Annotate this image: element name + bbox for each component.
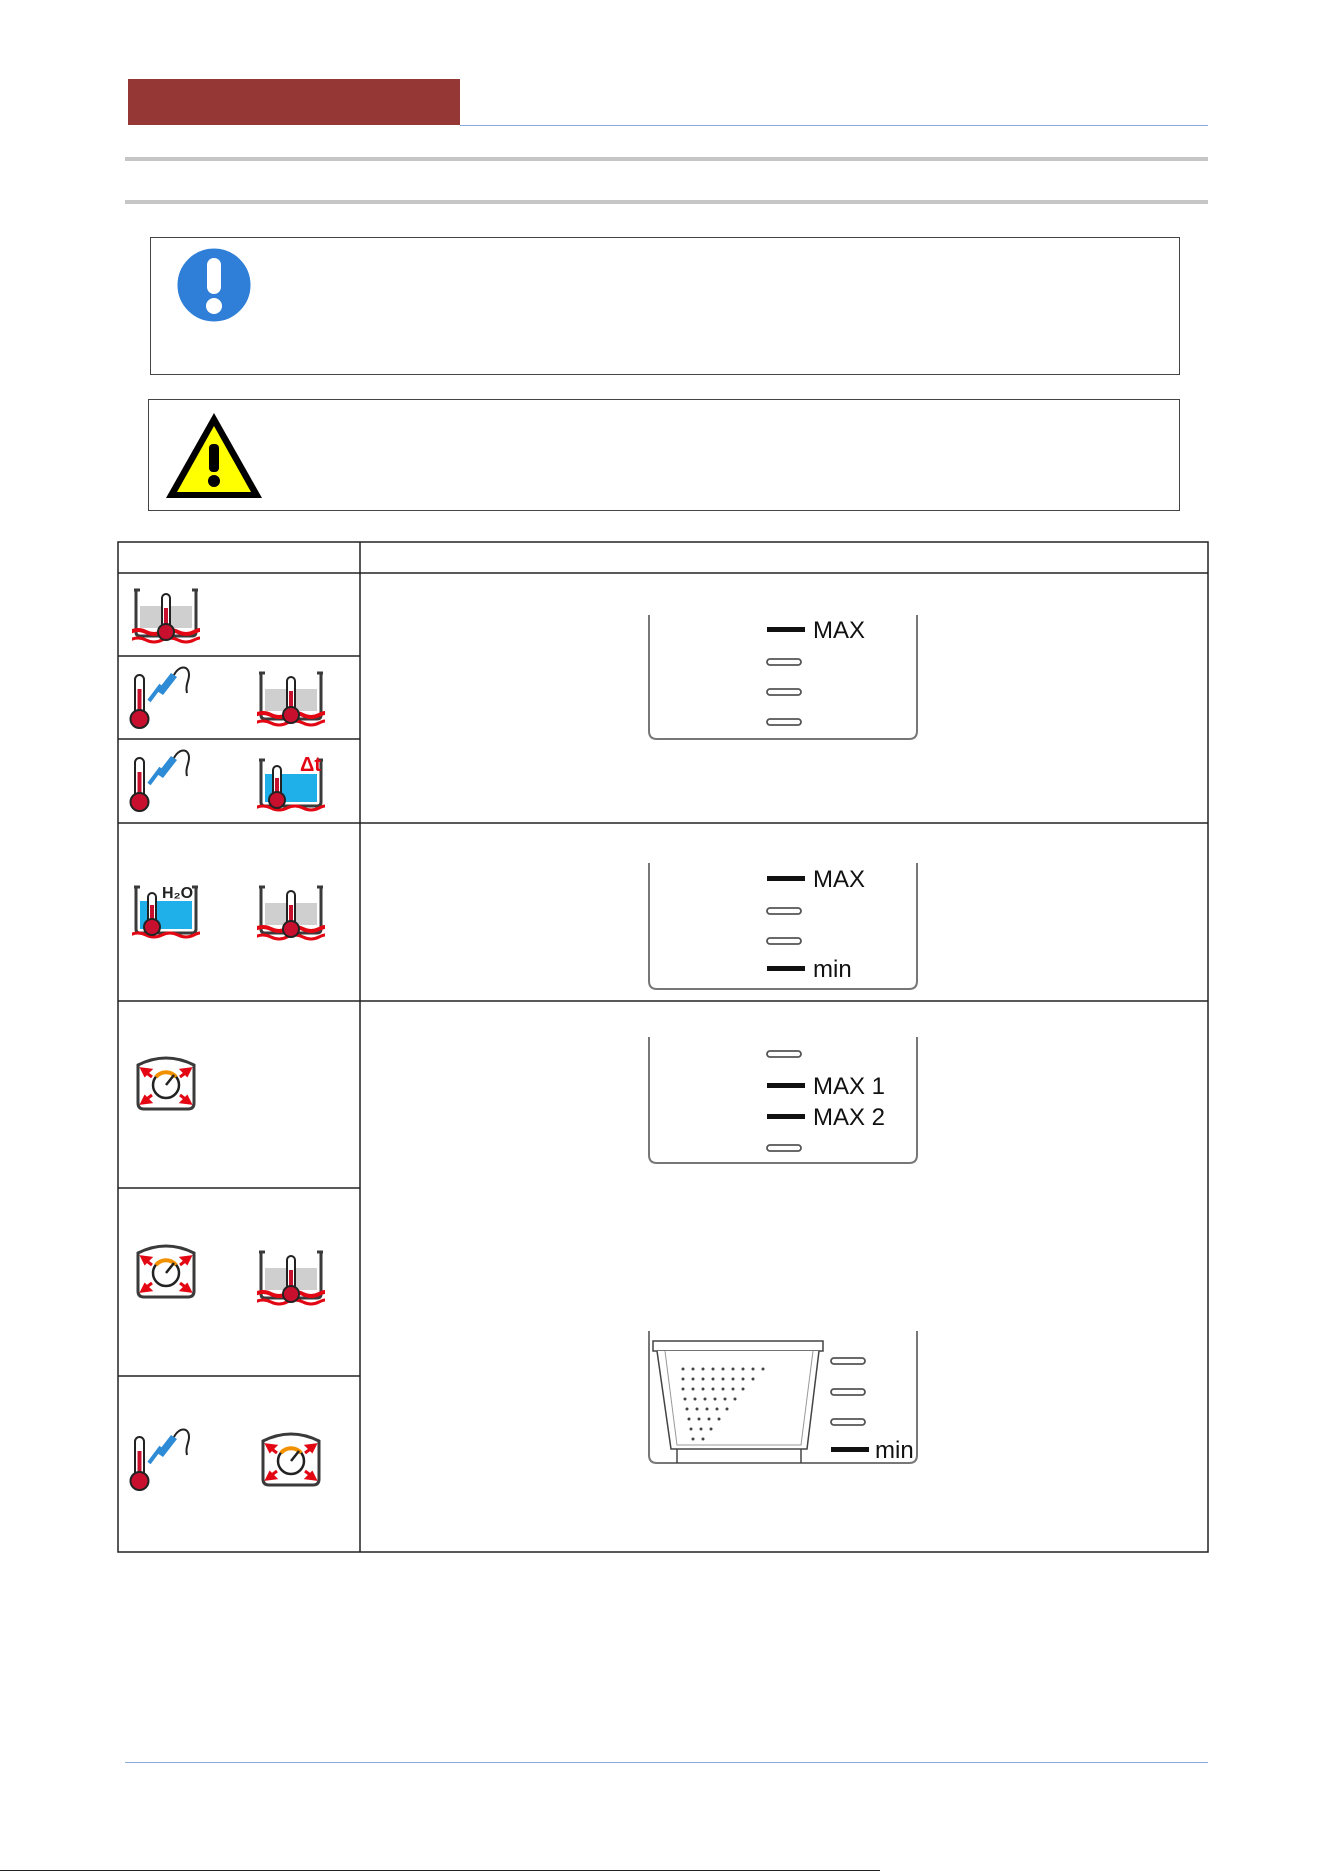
level-label: min (875, 1437, 914, 1464)
core-temperature-probe-icon (131, 1430, 190, 1491)
row-6-icons (138, 1246, 327, 1304)
footer-rule (125, 1762, 1208, 1763)
level-label: MAX 1 (813, 1073, 886, 1100)
pressure-gauge-icon (138, 1058, 194, 1109)
header-rule (460, 125, 1208, 126)
level-label: min (813, 956, 852, 983)
section-rule-bottom (125, 200, 1208, 204)
pressure-gauge-icon (138, 1246, 194, 1297)
row-7-icons (131, 1430, 320, 1491)
row-2-icons (131, 668, 328, 729)
level-diagram-max (649, 615, 917, 739)
warning-notice (148, 399, 1180, 511)
info-notice (150, 237, 1180, 375)
level-diagram-max-min (649, 863, 917, 989)
header-bar (128, 79, 460, 125)
row-4-icons (130, 885, 327, 939)
delta-t-label: Δt (300, 754, 322, 776)
symbol-level-table (117, 541, 1209, 1553)
level-diagram-basket-min (649, 1331, 917, 1464)
bottom-rule (0, 1870, 880, 1871)
pan-heating-icon (255, 1252, 327, 1304)
pan-heating-icon (130, 590, 202, 642)
pan-heating-icon (255, 887, 327, 939)
pressure-gauge-icon (263, 1434, 319, 1485)
level-label: MAX 2 (813, 1104, 886, 1131)
h2o-label: H₂O (162, 885, 194, 902)
row-3-icons (131, 751, 328, 812)
row-1-icons (130, 590, 202, 642)
level-label: MAX (813, 866, 866, 893)
pan-heating-icon (255, 673, 327, 725)
exclamation-circle-icon (173, 244, 255, 326)
level-label: MAX (813, 617, 866, 644)
core-temperature-probe-icon (131, 751, 190, 812)
core-temperature-probe-icon (131, 668, 190, 729)
row-5-icons (138, 1058, 194, 1109)
level-diagram-max1-max2 (649, 1037, 917, 1163)
warning-triangle-icon (161, 408, 267, 504)
section-rule-top (125, 157, 1208, 161)
